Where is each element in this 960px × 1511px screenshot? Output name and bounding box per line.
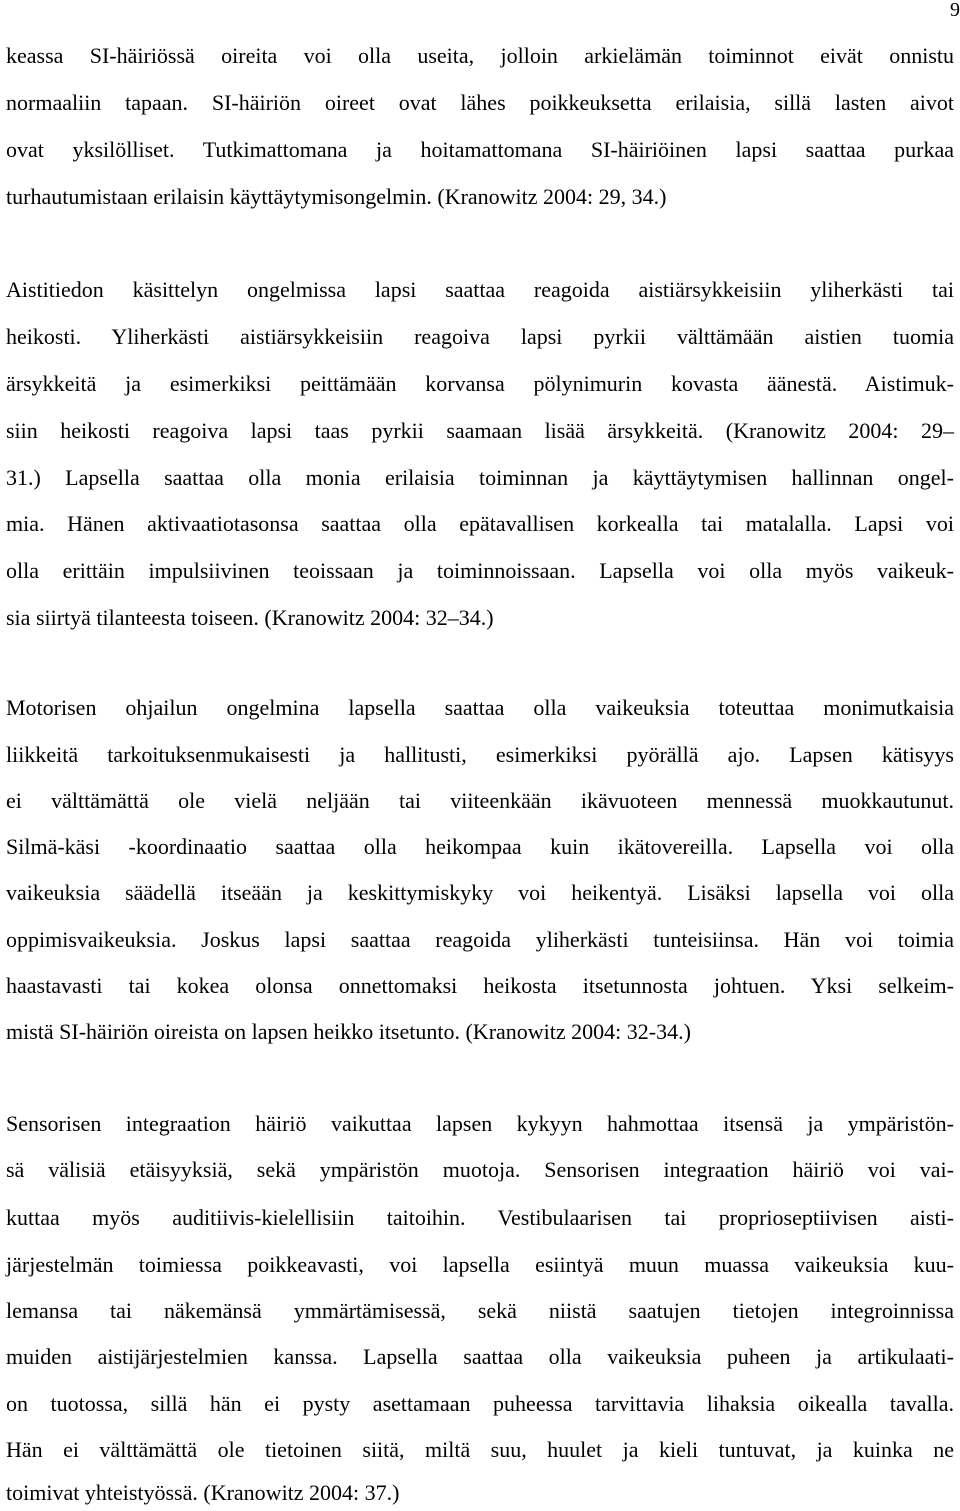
paragraph-line: ärsykkeitä ja esimerkiksi peittämään korvansa pölynimurin kovasta äänestä. Aistimuk-: [6, 371, 954, 396]
paragraph-line: 31.) Lapsella saattaa olla monia erilaisia toiminnan ja käyttäytymisen hallinnan ongel-: [6, 465, 954, 490]
paragraph-line: on tuotossa, sillä hän ei pysty asettamaan puheessa tarvittavia lihaksia oikealla tavalla.: [6, 1391, 954, 1416]
paragraph-line: lemansa tai näkemänsä ymmärtämisessä, sekä niistä saatujen tietojen integroinnissa: [6, 1298, 954, 1323]
paragraph-line: siin heikosti reagoiva lapsi taas pyrkii saamaan lisää ärsykkeitä. (Kranowitz 2004: 29–: [6, 418, 954, 443]
paragraph-line: olla erittäin impulsiivinen teoissaan ja toiminnoissaan. Lapsella voi olla myös vaikeuk-: [6, 558, 954, 583]
paragraph-line: Silmä-käsi -koordinaatio saattaa olla heikompaa kuin ikätovereilla. Lapsella voi olla: [6, 834, 954, 859]
paragraph-line: Sensorisen integraation häiriö vaikuttaa lapsen kykyyn hahmottaa itsensä ja ympäristön-: [6, 1111, 954, 1136]
paragraph-line: toimivat yhteistyössä. (Kranowitz 2004: 37.): [6, 1480, 400, 1505]
paragraph-line: muiden aistijärjestelmien kanssa. Lapsella saattaa olla vaikeuksia puheen ja artikulaati-: [6, 1344, 954, 1369]
paragraph-line: Motorisen ohjailun ongelmina lapsella saattaa olla vaikeuksia toteuttaa monimutkaisia: [6, 695, 954, 720]
paragraph-line: heikosti. Yliherkästi aistiärsykkeisiin reagoiva lapsi pyrkii välttämään aistien tuomia: [6, 324, 954, 349]
paragraph-line: liikkeitä tarkoituksenmukaisesti ja hallitusti, esimerkiksi pyörällä ajo. Lapsen kätisyys: [6, 742, 954, 767]
paragraph-line: mia. Hänen aktivaatiotasonsa saattaa olla epätavallisen korkealla tai matalalla. Lapsi voi: [6, 511, 954, 536]
paragraph-line: oppimisvaikeuksia. Joskus lapsi saattaa reagoida yliherkästi tunteisiinsa. Hän voi toimia: [6, 927, 954, 952]
paragraph-line: Aistitiedon käsittelyn ongelmissa lapsi saattaa reagoida aistiärsykkeisiin yliherkästi tai: [6, 277, 954, 302]
paragraph-line: mistä SI-häiriön oireista on lapsen heikko itsetunto. (Kranowitz 2004: 32-34.): [6, 1019, 691, 1044]
paragraph-line: ei välttämättä ole vielä neljään tai viiteenkään ikävuoteen mennessä muokkautunut.: [6, 788, 954, 813]
paragraph-line: kuttaa myös auditiivis-kielellisiin taitoihin. Vestibulaarisen tai proprioseptiivisen aisti-: [6, 1205, 954, 1230]
paragraph-line: normaaliin tapaan. SI-häiriön oireet ovat lähes poikkeuksetta erilaisia, sillä lasten aivot: [6, 90, 954, 115]
paragraph-line: keassa SI-häiriössä oireita voi olla useita, jolloin arkielämän toiminnot eivät onnistu: [6, 43, 954, 68]
paragraph-line: sia siirtyä tilanteesta toiseen. (Kranowitz 2004: 32–34.): [6, 605, 494, 630]
paragraph-line: haastavasti tai kokea olonsa onnettomaksi heikosta itsetunnosta johtuen. Yksi selkeim-: [6, 973, 954, 998]
paragraph-line: Hän ei välttämättä ole tietoinen siitä, miltä suu, huulet ja kieli tuntuvat, ja kuinka ne: [6, 1437, 954, 1462]
paragraph-line: vaikeuksia säädellä itseään ja keskittymiskyky voi heikentyä. Lisäksi lapsella voi olla: [6, 880, 954, 905]
paragraph-line: sä välisiä etäisyyksiä, sekä ympäristön muotoja. Sensorisen integraation häiriö voi vai-: [6, 1157, 954, 1182]
paragraph-line: järjestelmän toimiessa poikkeavasti, voi lapsella esiintyä muun muassa vaikeuksia kuu-: [6, 1252, 954, 1277]
paragraph-line: ovat yksilölliset. Tutkimattomana ja hoitamattomana SI-häiriöinen lapsi saattaa purkaa: [6, 137, 954, 162]
paragraph-line: turhautumistaan erilaisin käyttäytymisongelmin. (Kranowitz 2004: 29, 34.): [6, 184, 667, 209]
page-number: 9: [950, 0, 960, 21]
